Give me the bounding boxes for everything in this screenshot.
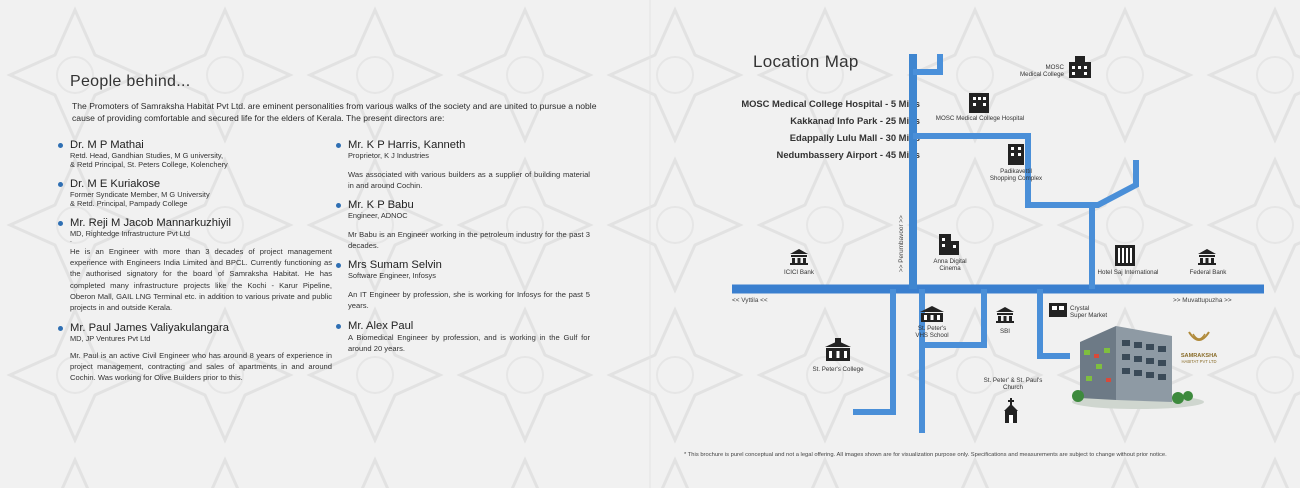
logo-subtitle: HABITAT PVT LTD xyxy=(1181,359,1217,364)
label-icici-bank: ICICI Bank xyxy=(784,269,814,276)
person-role: Software Engineer, Infosys xyxy=(348,271,436,280)
church-icon xyxy=(1003,398,1019,424)
road-south-left xyxy=(853,289,893,412)
label-mosc-hospital: MOSC Medical College Hospital xyxy=(935,115,1025,122)
road-label-vyttila: << Vyttila << xyxy=(732,297,768,304)
college-icon xyxy=(824,337,852,363)
page-title: People behind... xyxy=(70,73,191,90)
label-crystal-supermarket: Crystal Super Market xyxy=(1070,305,1108,319)
person-dot: . xyxy=(70,237,72,244)
bank-icon xyxy=(995,306,1015,324)
person-description: Mr Babu is an Engineer working in the petroleum industry for the past 3 decades. xyxy=(348,230,590,251)
distance-item: Edappally Lulu Mall - 30 Mins xyxy=(789,132,920,143)
person-role: Former Syndicate Member, M G University & Retd. Principal, Pampady College xyxy=(70,190,210,208)
person-role: Engineer, ADNOC xyxy=(348,211,408,220)
label-vhs-school: St. Peter's VHS School xyxy=(915,325,949,339)
person-role: MD, JP Ventures Pvt Ltd xyxy=(70,334,151,343)
bank-icon xyxy=(789,248,809,266)
person-item xyxy=(348,199,590,251)
label-sbi: SBI xyxy=(1000,328,1010,335)
person-name: Mr. Paul James Valiyakulangara xyxy=(70,322,332,334)
distance-item: MOSC Medical College Hospital - 5 Mins xyxy=(741,98,920,109)
logo-emblem-icon xyxy=(1187,330,1211,348)
person-description: A Biomedical Engineer by profession, and is working in the Gulf for around 20 years. xyxy=(348,333,590,354)
school-icon xyxy=(919,305,945,323)
person-name: Mr. Alex Paul xyxy=(348,320,590,332)
samraksha-logo xyxy=(1168,330,1230,364)
person-description: An IT Engineer by profession, she is working for Infosys for the past 5 years. xyxy=(348,290,590,311)
person-name: Mr. Reji M Jacob Mannarkuzhiyil xyxy=(70,217,332,229)
person-role: Proprietor, K J Industries xyxy=(348,151,429,160)
person-name: Mr. K P Harris, Kanneth xyxy=(348,139,590,151)
label-church: St. Peter' & St. Paul's Church xyxy=(983,377,1043,391)
location-panel xyxy=(650,0,1300,488)
road-hook-top xyxy=(913,54,940,72)
intro-text: The Promoters of Samraksha Habitat Pvt Ltd. are eminent personalities from various walks of the society and are united to pursue a noble cause of providing comfortable and secured life for the elders of Kerala. The present directors are: xyxy=(72,101,597,123)
road-label-muvattupuzha: >> Muvattupuzha >> xyxy=(1173,297,1232,304)
hospital-icon xyxy=(1067,54,1093,80)
shopping-complex-icon xyxy=(1006,142,1026,166)
person-item xyxy=(348,259,590,311)
label-mosc-medical-college: MOSC Medical College xyxy=(1019,64,1064,78)
distance-item: Kakkanad Info Park - 25 Mins xyxy=(790,115,920,126)
disclaimer-footer: * This brochure is purel conceptual and not a legal offering. All images shown are for visualization purpose only. Specifications and measurements are subject to change without prior notice. xyxy=(684,452,1167,458)
hospital-building-icon xyxy=(966,89,992,115)
road-map xyxy=(650,0,1300,488)
person-description: Mr. Paul is an active Civil Engineer who has around 8 years of experience in project management, contracting and sales of apartments in and around Cochin. Was working for Olive Builders prior to this. xyxy=(70,351,332,383)
logo-name: SAMRAKSHA xyxy=(1180,353,1218,359)
person-item xyxy=(348,320,590,354)
person-name: Mrs Sumam Selvin xyxy=(348,259,590,271)
person-item xyxy=(70,322,332,384)
person-name: Dr. M P Mathai xyxy=(70,139,340,151)
person-description: He is an Engineer with more than 3 decades of project management experience with Engineers India Limited and BPCL. Currently functioning as the authorised signatory for the board of Samraksha Habitat. He has completed many infrastructure projects like the Kochi - Karur Pipeline, Oberon Mall, GAIL LNG Terminal etc. in addition to various private and public projects in and outside Kerala. xyxy=(70,247,332,313)
person-name: Dr. M E Kuriakose xyxy=(70,178,340,190)
label-st-peters-college: St. Peter's College xyxy=(812,366,864,373)
supermarket-icon xyxy=(1048,300,1068,318)
person-item xyxy=(70,217,332,313)
location-title: Location Map xyxy=(753,52,859,71)
label-padikavettil: Padikavettil Shopping Complex xyxy=(989,168,1043,182)
person-name: Mr. K P Babu xyxy=(348,199,590,211)
hotel-icon xyxy=(1113,243,1137,267)
person-item xyxy=(70,139,340,169)
person-description: Was associated with various builders as a supplier of building material in and around Cochin. xyxy=(348,170,590,191)
distance-item: Nedumbassery Airport - 45 Mins xyxy=(776,149,920,160)
person-role: Retd. Head, Gandhian Studies, M G university, & Retd Principal, St. Peters College, Kolenchery xyxy=(70,151,228,169)
label-federal-bank: Federal Bank xyxy=(1189,269,1227,276)
bank-icon xyxy=(1197,248,1217,266)
cinema-icon xyxy=(937,232,961,256)
person-role: MD, Rightedge Infrastructure Pvt Ltd xyxy=(70,229,190,238)
label-anna-cinema: Anna Digital Cinema xyxy=(933,258,967,272)
person-item xyxy=(70,178,340,208)
person-item xyxy=(348,139,590,191)
road-label-perumbavoor: >> Perumbavoor >> xyxy=(898,215,905,272)
label-hotel-saj: Hotel Saj International xyxy=(1097,269,1159,276)
